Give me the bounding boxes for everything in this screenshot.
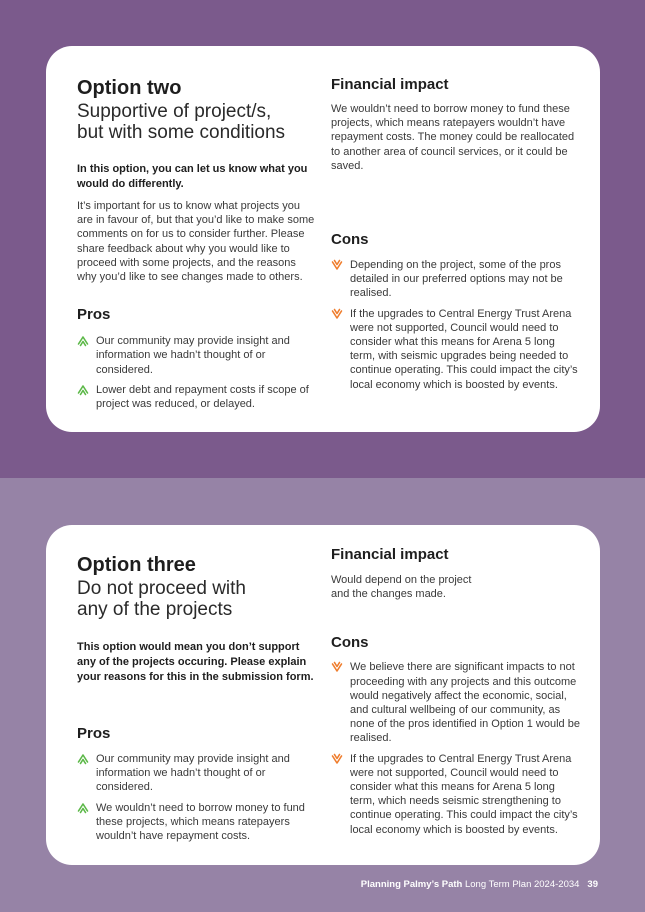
chevron-up-icon	[77, 335, 89, 347]
option-two-con-text: If the upgrades to Central Energy Trust Arena were not supported, Council would need to consider what this means for Arena 5 long term, with seismic upgrades being needed to continue operating. This could impact the city’s local economy which is boosted by events.	[350, 307, 578, 391]
option-two-cons-heading: Cons	[331, 231, 369, 249]
option-two-subtitle-line2: but with some conditions	[77, 122, 286, 143]
option-three-financial-text: Would depend on the project and the changes made.	[331, 574, 472, 601]
footer-brand: Planning Palmy’s Path	[360, 879, 463, 890]
option-two-pro-item	[77, 334, 317, 377]
option-two-subtitle-line1: Supportive of project/s,	[77, 101, 272, 122]
option-two-con-item	[331, 258, 581, 301]
option-three-con-text: We believe there are significant impacts to not proceeding with any projects and this outcome would negatively affect the economic, social, and cultural wellbeing of our community, as none of the pros identified in Option 1 would be realised.	[350, 661, 580, 745]
page-number: 39	[587, 879, 598, 890]
option-three-pro-item	[77, 752, 317, 795]
option-three-financial-heading: Financial impact	[331, 546, 449, 563]
option-three-cons-list	[331, 660, 581, 836]
chevron-down-icon	[331, 259, 343, 271]
chevron-up-icon	[77, 802, 89, 814]
option-three-subtitle-line1: Do not proceed with	[77, 578, 246, 599]
option-three-title: Option three	[77, 554, 196, 576]
option-three-card	[46, 525, 600, 865]
option-two-con-item	[331, 307, 581, 392]
option-three-pro-item	[77, 801, 317, 844]
chevron-up-icon	[77, 384, 89, 396]
option-two-left-column	[77, 77, 317, 417]
option-three-intro: This option would mean you don’t support any of the projects occuring. Please explain your reasons for this in the submission form.	[77, 641, 314, 683]
option-three-subtitle-line2: any of the projects	[77, 599, 233, 620]
option-two-card	[46, 46, 600, 432]
option-two-pros-heading: Pros	[77, 306, 111, 324]
option-two-pro-text: Our community may provide insight and information we hadn’t thought of or considered.	[96, 335, 290, 376]
option-two-title: Option two	[77, 77, 182, 99]
option-two-pro-item	[77, 383, 317, 411]
option-two-financial-text: We wouldn’t need to borrow money to fund these projects, which means ratepayers wouldn’t have repayment costs. The money could be reallocated to another area of council services, or it could be saved.	[331, 103, 575, 172]
option-three-con-item	[331, 752, 581, 837]
option-two-cons-list	[331, 258, 581, 392]
option-two-right-column	[331, 76, 581, 398]
option-three-pros-heading: Pros	[77, 725, 111, 742]
option-three-subtitle	[77, 578, 317, 620]
chevron-down-icon	[331, 753, 343, 765]
option-two-financial-heading: Financial impact	[331, 76, 449, 93]
option-three-pro-text: We wouldn’t need to borrow money to fund these projects, which means ratepayers wouldn’t have repayment costs.	[96, 801, 305, 843]
option-two-pros-list	[77, 334, 317, 411]
chevron-up-icon	[77, 753, 89, 765]
option-three-pros-list	[77, 752, 317, 843]
option-three-cons-heading: Cons	[331, 634, 369, 652]
chevron-down-icon	[331, 308, 343, 320]
option-three-con-text: If the upgrades to Central Energy Trust Arena were not supported, Council would need to consider what this means for Arena 5 long term, which needs seismic strengthening to continue operating. This could impact the city’s local economy which is boosted by events.	[350, 752, 578, 836]
footer-plan: Long Term Plan 2024-2034	[462, 879, 580, 890]
option-two-intro: In this option, you can let us know what you would do differently.	[77, 163, 308, 190]
option-three-con-item	[331, 660, 581, 745]
option-two-description: It’s important for us to know what projects you are in favour of, but that you’d like to make some comments on for us to consider further. Please share feedback about why you would like to proceed with some projects, and the reasons why you’d like to see changes made to others.	[77, 200, 315, 284]
option-two-subtitle	[77, 101, 317, 143]
option-three-left-column	[77, 554, 317, 849]
option-two-pro-text: Lower debt and repayment costs if scope of project was reduced, or delayed.	[96, 383, 309, 411]
chevron-down-icon	[331, 661, 343, 673]
option-two-con-text: Depending on the project, some of the pros detailed in our preferred options may not be realised.	[350, 259, 563, 300]
page-footer	[361, 879, 598, 890]
option-three-right-column	[331, 546, 581, 843]
option-three-pro-text: Our community may provide insight and information we hadn’t thought of or considered.	[96, 753, 290, 794]
